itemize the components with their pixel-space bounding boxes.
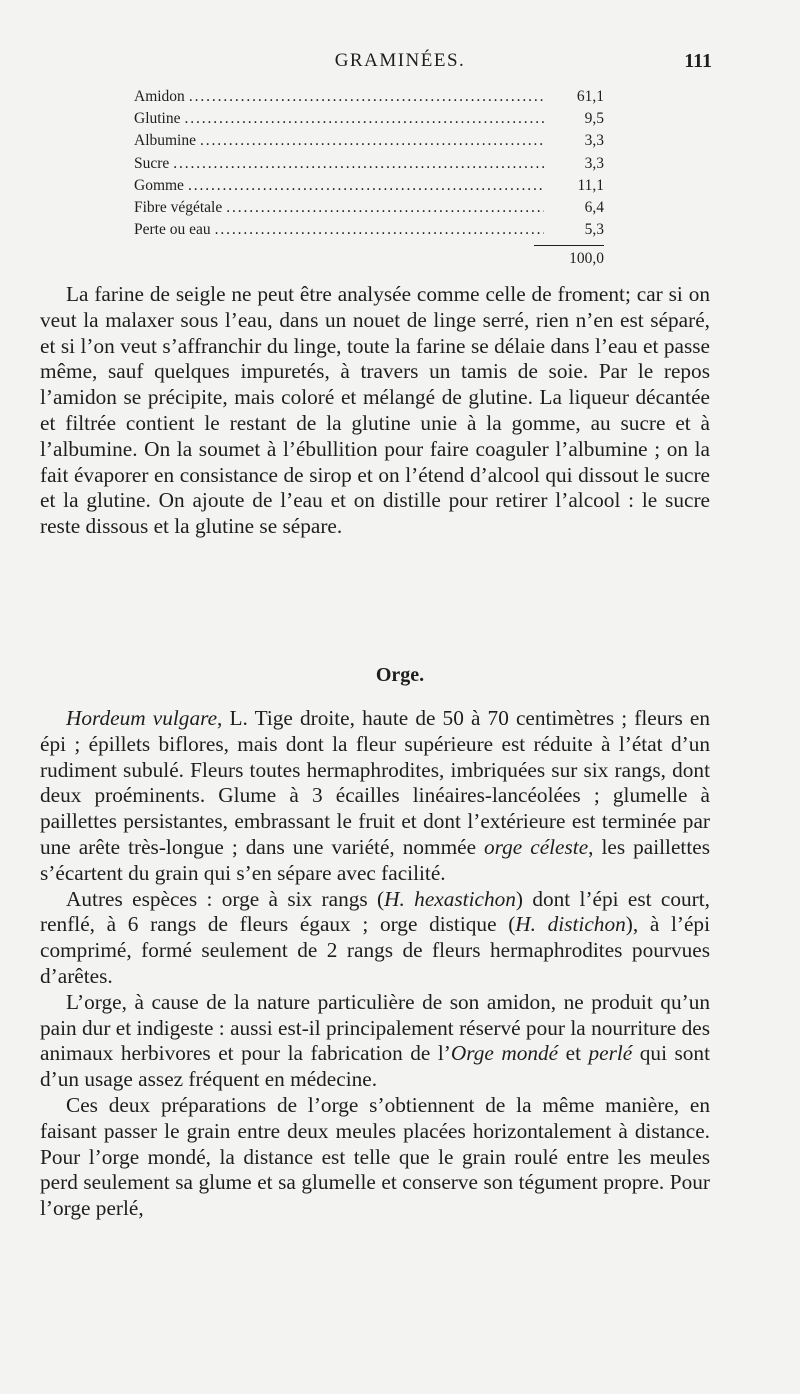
row-value: 6,4 xyxy=(584,198,604,216)
page-number: 111 xyxy=(684,50,712,72)
row-value: 61,1 xyxy=(576,88,604,105)
species-name: H. hexastichon xyxy=(384,886,516,911)
table-row xyxy=(134,219,604,241)
paragraph-seigle xyxy=(40,282,710,540)
total-rule xyxy=(534,245,604,246)
table-row xyxy=(134,130,604,152)
text-segment: L’orge, à cause de la nature particulière de son amidon, ne produit qu’un pain dur et indigeste : aussi est-il principalement réservé pour la nourriture des animaux herbivores et pour la fabrication de l’ xyxy=(40,989,710,1066)
row-value: 11,1 xyxy=(577,176,604,194)
composition-table xyxy=(134,86,604,271)
paragraph-preparation: Ces deux préparations de l’orge s’obtiennent de la même manière, en faisant passer le grain entre deux meules placées horizontalement à distance. Pour l’orge mondé, la distance est telle que le grain roulé entre les meules perd seulement sa glume et sa glumelle et conserve son tégument propre. Pour l’orge perlé, xyxy=(40,1092,710,1221)
row-label: Gomme xyxy=(134,176,184,194)
text-segment: , L. Tige droite, haute de 50 à 70 centimètres ; fleurs en épi ; épillets biflores, mais dont la fleur supérieure est réduite à l’état d’un rudiment subulé. Fleurs toutes hermaphrodites, imbriquées sur six rangs, dont deux proéminents. Glume à 3 écailles linéaires-lancéolées ; glumelle à paillettes persistantes, embrassant le fruit et dont l’extérieure est terminée par une arête très-longue ; dans une variété, nommée xyxy=(40,706,710,859)
row-value: 3,3 xyxy=(584,132,604,150)
dot-leader xyxy=(173,153,544,175)
row-value: 9,5 xyxy=(584,110,604,128)
dot-leader xyxy=(189,86,544,108)
paragraph-other-species xyxy=(40,887,710,990)
dot-leader xyxy=(200,130,544,152)
term-name: perlé xyxy=(588,1041,633,1066)
dot-leader xyxy=(226,197,544,219)
running-title: GRAMINÉES. xyxy=(334,50,466,71)
term-name: Orge mondé xyxy=(450,1041,559,1066)
section-title: Orge. xyxy=(375,664,425,686)
variety-name: orge céleste xyxy=(484,834,589,859)
dot-leader xyxy=(215,219,544,241)
row-label: Fibre végétale xyxy=(134,198,223,216)
text-segment: et xyxy=(558,1041,589,1066)
row-label: Albumine xyxy=(134,132,196,150)
row-value: 5,3 xyxy=(584,221,604,239)
paragraph-orge-description xyxy=(40,706,710,887)
table-row xyxy=(134,153,604,175)
latin-name: Hordeum vulgare xyxy=(66,706,218,730)
table-row xyxy=(134,175,604,197)
row-label: Amidon xyxy=(134,88,185,105)
text-segment: ), à l’épi comprimé, formé seulement de 2 rangs de fleurs hermaphrodites pourvues d’arêtes. xyxy=(40,912,710,988)
page-header xyxy=(0,50,800,76)
table-row xyxy=(134,108,604,130)
row-value: 3,3 xyxy=(584,154,604,172)
row-label: Perte ou eau xyxy=(134,221,211,239)
table-row xyxy=(134,197,604,219)
row-label: Glutine xyxy=(134,110,181,128)
species-name: H. distichon xyxy=(515,912,626,937)
text-segment: qui sont d’un usage assez fréquent en médecine. xyxy=(40,1041,710,1092)
text-segment: ) dont l’épi est court, renflé, à 6 rangs de fleurs égaux ; orge distique ( xyxy=(40,886,710,937)
table-row xyxy=(134,86,604,108)
text-segment: Autres espèces : orge à six rangs ( xyxy=(66,886,385,911)
paragraph-uses xyxy=(40,990,710,1093)
dot-leader xyxy=(188,175,544,197)
main-text xyxy=(40,706,710,1222)
text-segment: , les paillettes s’écartent du grain qui s’en sépare avec facilité. xyxy=(40,834,710,885)
table-total: 100,0 xyxy=(569,250,604,268)
paragraph-text: La farine de seigle ne peut être analysée comme celle de froment; car si on veut la malaxer sous l’eau, dans un nouet de linge serré, rien n’en est séparé, et si l’on veut s’affranchir du linge, toute la farine se délaie dans l’eau et passe même, sauf quelques impuretés, à travers un tamis de soie. Par le repos l’amidon se précipite, mais coloré et mélangé de glutine. La liqueur décantée et filtrée contient le restant de la glutine unie à la gomme, au sucre et à l’albumine. On la soumet à l’ébullition pour faire coaguler l’albumine ; on la fait évaporer en consistance de sirop et on l’étend d’alcool qui dissout le sucre et la glutine. On ajoute de l’eau et on distille pour retirer l’alcool : le sucre reste dissous et la glutine se sépare. xyxy=(40,282,710,539)
dot-leader xyxy=(185,108,545,130)
row-label: Sucre xyxy=(134,154,170,172)
